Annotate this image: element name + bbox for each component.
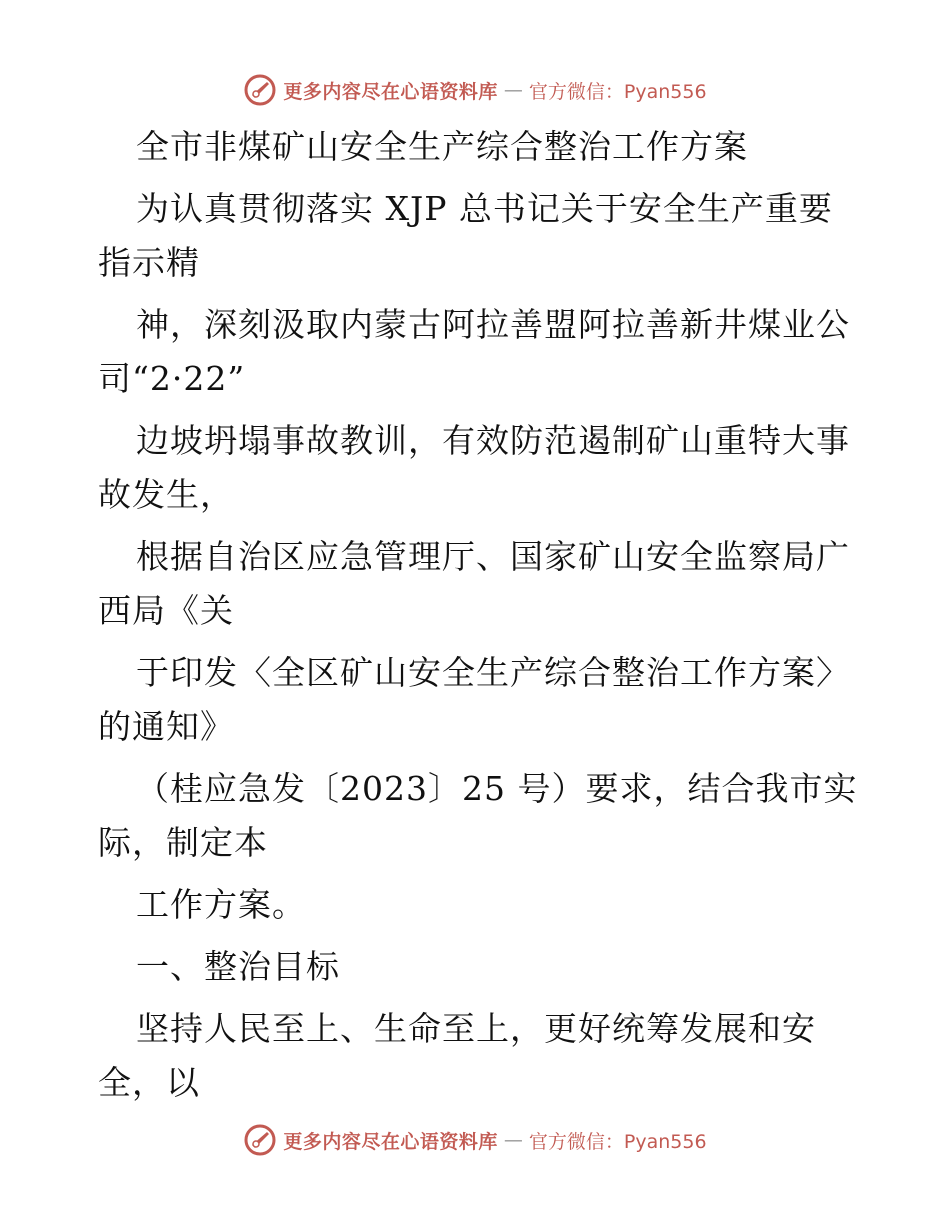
text-line: 边坡坍塌事故教训，有效防范遏制矿山重特大事	[136, 421, 850, 460]
text-line: 司“2·22”	[98, 359, 246, 398]
text-line: 故发生，	[98, 475, 234, 514]
text-line: 神，深刻汲取内蒙古阿拉善盟阿拉善新井煤业公	[136, 305, 850, 344]
text-line: 坚持人民至上、生命至上，更好统筹发展和安	[136, 1009, 816, 1048]
text-line: 根据自治区应急管理厅、国家矿山安全监察局广	[136, 537, 850, 576]
text-line: 的通知》	[98, 707, 234, 746]
text-line: 西局《关	[98, 591, 234, 630]
logo-icon	[243, 1123, 277, 1157]
watermark-contact: 官方微信：Pyan556	[528, 80, 707, 103]
text-line: 际，制定本	[98, 823, 268, 862]
watermark-brand: 更多内容尽在心语资料库	[283, 80, 498, 103]
header-watermark	[0, 68, 950, 112]
text-line: 于印发〈全区矿山安全生产综合整治工作方案〉	[136, 653, 850, 692]
text-line: 指示精	[98, 243, 200, 282]
watermark-dash: —	[503, 79, 523, 101]
text-line: 工作方案。	[136, 885, 306, 924]
text-line: （桂应急发〔2023〕25 号）要求，结合我市实	[136, 769, 858, 808]
document-body	[98, 120, 858, 1110]
watermark-dash: —	[503, 1129, 523, 1151]
watermark-brand: 更多内容尽在心语资料库	[283, 1130, 498, 1153]
document-title: 全市非煤矿山安全生产综合整治工作方案	[136, 127, 748, 166]
watermark-contact: 官方微信：Pyan556	[528, 1130, 707, 1153]
section-heading: 一、整治目标	[136, 947, 340, 986]
logo-icon	[243, 73, 277, 107]
text-line: 全，以	[98, 1063, 200, 1102]
text-line: 为认真贯彻落实 XJP 总书记关于安全生产重要	[136, 189, 833, 228]
footer-watermark	[0, 1118, 950, 1162]
